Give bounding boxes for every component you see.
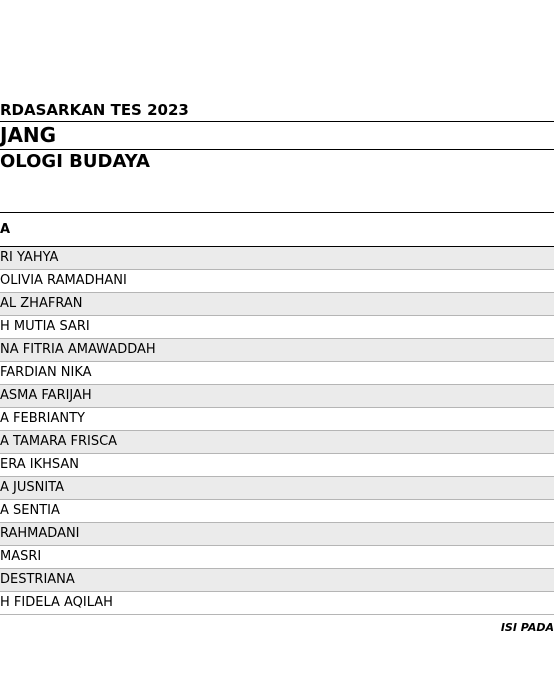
footer-note: ISI PADA (500, 621, 554, 634)
table-row: A JUSNITA (0, 477, 554, 500)
document-heading-line-1: RDASARKAN TES 2023 (0, 101, 189, 119)
table-row: RI YAHYA (0, 247, 554, 270)
table-row: A SENTIA (0, 500, 554, 523)
table-column-header: A (0, 222, 11, 237)
table-row: ERA IKHSAN (0, 454, 554, 477)
heading-rule-2 (0, 149, 554, 150)
document-heading-line-2: JANG (0, 123, 57, 147)
name-list (0, 247, 554, 615)
table-row: RAHMADANI (0, 523, 554, 546)
table-row: FARDIAN NIKA (0, 362, 554, 385)
table-top-rule (0, 212, 554, 213)
table-row: OLIVIA RAMADHANI (0, 270, 554, 293)
table-row: H FIDELA AQILAH (0, 592, 554, 615)
table-row: H MUTIA SARI (0, 316, 554, 339)
table-row: NA FITRIA AMAWADDAH (0, 339, 554, 362)
table-row: A FEBRIANTY (0, 408, 554, 431)
table-row: DESTRIANA (0, 569, 554, 592)
table-row: ASMA FARIJAH (0, 385, 554, 408)
table-row: A TAMARA FRISCA (0, 431, 554, 454)
table-row: MASRI (0, 546, 554, 569)
document-heading-line-3: OLOGI BUDAYA (0, 151, 150, 172)
heading-rule-1 (0, 121, 554, 122)
table-row: AL ZHAFRAN (0, 293, 554, 316)
